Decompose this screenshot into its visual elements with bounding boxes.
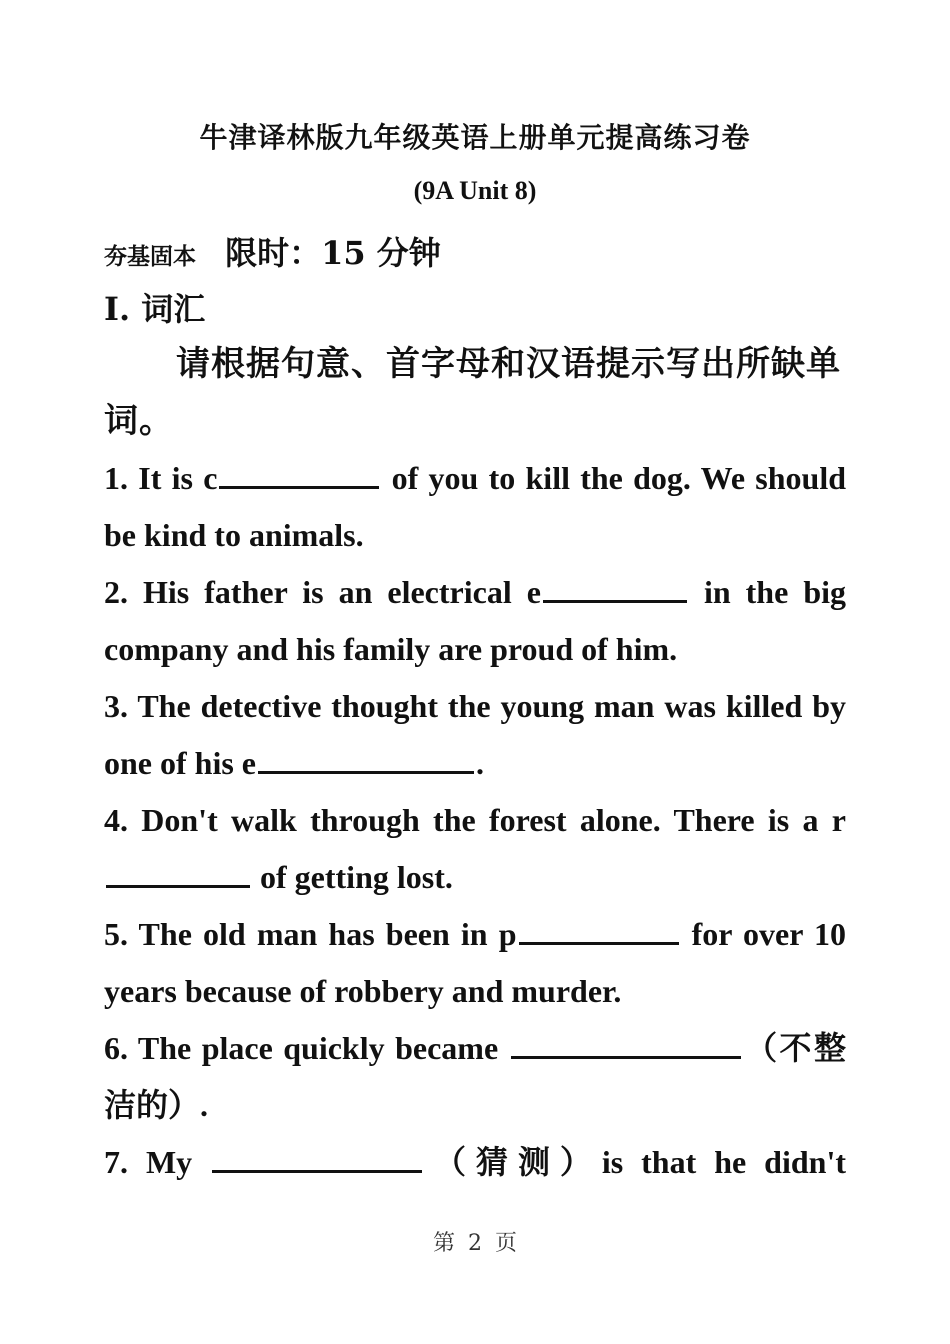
- time-limit: 限时：15 分钟: [225, 234, 441, 272]
- question-text: 6. The place quickly became: [104, 1030, 509, 1066]
- answer-blank[interactable]: [543, 572, 687, 603]
- question-text: in the big company and his family are proud of him.: [104, 574, 847, 667]
- question-text: .: [476, 745, 484, 781]
- question-4: [104, 792, 846, 906]
- answer-blank[interactable]: [106, 857, 250, 888]
- question-7: [104, 1134, 846, 1191]
- question-3: [104, 678, 846, 792]
- question-text: （猜测）is that he didn't: [424, 1144, 846, 1180]
- question-text: 4. Don't walk through the forest alone. There is a r: [104, 802, 846, 838]
- question-text: 3. The detective thought the young man was killed by one of his e: [104, 688, 846, 781]
- question-text: （不整洁的）.: [104, 1030, 846, 1123]
- practice-meta: [104, 228, 441, 274]
- question-text: 5. The old man has been in p: [104, 916, 517, 952]
- question-6: [104, 1020, 846, 1134]
- section-tag: 夯基固本: [104, 243, 196, 270]
- answer-blank[interactable]: [511, 1028, 741, 1059]
- question-1: [104, 450, 846, 564]
- question-2: [104, 564, 846, 678]
- question-text: for over 10 years because of robbery and murder.: [104, 916, 846, 1009]
- answer-blank[interactable]: [212, 1142, 422, 1173]
- question-text: of getting lost.: [252, 859, 453, 895]
- question-5: [104, 906, 846, 1020]
- answer-blank[interactable]: [219, 458, 379, 489]
- section-instruction: 请根据句意、首字母和汉语提示写出所缺单词。: [104, 344, 841, 441]
- answer-blank[interactable]: [258, 743, 474, 774]
- question-text: of you to kill the dog. We should be kind to animals.: [104, 460, 847, 553]
- question-text: 1. It is c: [104, 460, 218, 496]
- section-heading: I. 词汇: [104, 290, 206, 328]
- answer-blank[interactable]: [519, 914, 679, 945]
- worksheet-title: 牛津译林版九年级英语上册单元提高练习卷: [199, 121, 751, 154]
- question-text: 2. His father is an electrical e: [104, 574, 541, 610]
- page-number: 第 2 页: [433, 1231, 517, 1256]
- worksheet-subtitle: (9A Unit 8): [413, 176, 537, 205]
- question-text: 7. My: [104, 1144, 211, 1180]
